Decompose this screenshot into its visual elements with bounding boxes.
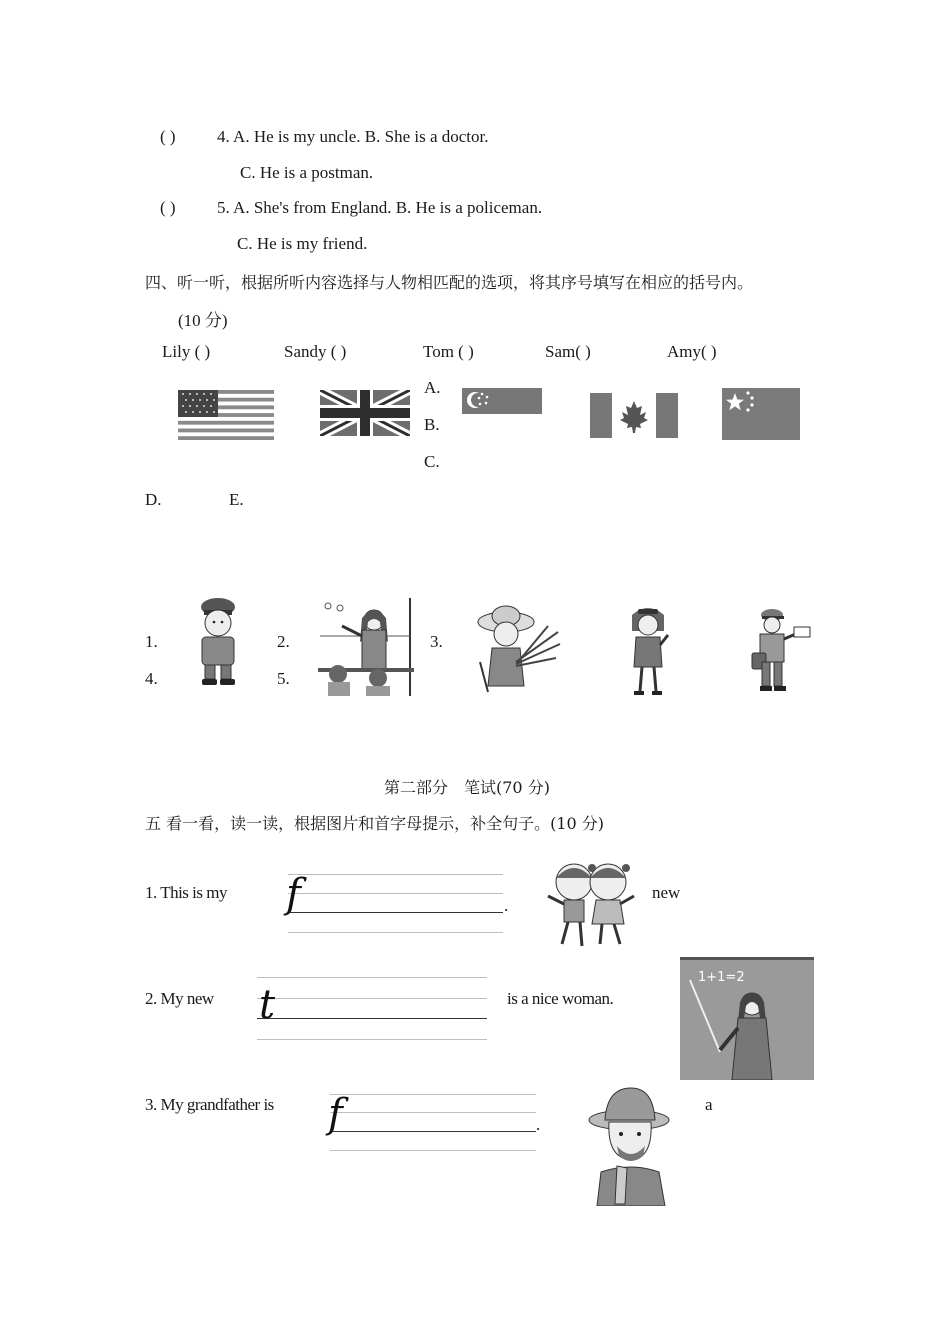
q4-line2: C. He is a postman.: [240, 163, 374, 182]
q5-line2: C. He is my friend.: [237, 234, 368, 253]
name-tom[interactable]: Tom ( ): [423, 342, 474, 361]
item2-prefix: 2. My new: [145, 989, 214, 1008]
q4-bracket[interactable]: ( ): [160, 127, 176, 146]
option-b: B.: [424, 415, 440, 434]
number-4: 4.: [145, 669, 158, 688]
board-text: 1+1=2: [698, 970, 745, 985]
item3-hint-word: a: [705, 1095, 713, 1114]
q4-line1: 4. A. He is my uncle. B. She is a doctor.: [217, 127, 489, 146]
option-c: C.: [424, 452, 440, 471]
item3-suffix: .: [536, 1115, 541, 1134]
number-2: 2.: [277, 632, 290, 651]
q5-line1: 5. A. She's from England. B. He is a policeman.: [217, 198, 543, 217]
item2-answer-lines[interactable]: [257, 977, 487, 1041]
name-sam[interactable]: Sam( ): [545, 342, 591, 361]
grandfather-farmer-illustration: [587, 1086, 673, 1206]
name-lily[interactable]: Lily ( ): [162, 342, 211, 361]
item3-hint-letter: f: [328, 1091, 343, 1137]
item3-answer-lines[interactable]: [328, 1091, 536, 1152]
option-d: D.: [145, 490, 162, 509]
teacher-classroom-illustration: [318, 598, 416, 696]
name-sandy[interactable]: Sandy ( ): [284, 342, 347, 361]
policeman-illustration: [192, 595, 244, 687]
section4-score: (10 分): [178, 311, 228, 330]
teacher-blackboard-illustration: [680, 957, 814, 1080]
item1-prefix: 1. This is my: [145, 883, 227, 902]
canada-flag: [590, 393, 678, 438]
item2-suffix: is a nice woman.: [507, 989, 614, 1008]
option-a: A.: [424, 378, 441, 397]
q5-bracket[interactable]: ( ): [160, 198, 176, 217]
item2-hint-letter: t: [259, 982, 276, 1028]
number-1: 1.: [145, 632, 158, 651]
option-e: E.: [229, 490, 244, 509]
section4-title: 四、听一听，根据所听内容选择与人物相匹配的选项，将其序号填写在相应的括号内。: [145, 273, 754, 292]
singapore-flag: [462, 388, 542, 440]
postman-illustration: [748, 607, 812, 693]
friends-illustration: [546, 858, 636, 952]
usa-flag: [178, 390, 274, 440]
item1-hint-letter: f: [286, 871, 301, 917]
china-flag: [722, 388, 800, 440]
section5-title: 五 看一看，读一读，根据图片和首字母提示，补全句子。(10 分): [145, 814, 605, 833]
uk-flag: [320, 390, 410, 436]
air-hostess-illustration: [626, 605, 670, 697]
part2-title: 第二部分 笔试(70 分): [384, 778, 550, 797]
item1-hint-word: new: [652, 883, 681, 902]
item1-suffix: .: [504, 896, 509, 915]
item1-answer-lines[interactable]: [286, 871, 503, 934]
name-amy[interactable]: Amy( ): [667, 342, 717, 361]
farmer-illustration: [472, 602, 562, 696]
number-3: 3.: [430, 632, 443, 651]
number-5: 5.: [277, 669, 290, 688]
item3-prefix: 3. My grandfather is: [145, 1095, 274, 1114]
